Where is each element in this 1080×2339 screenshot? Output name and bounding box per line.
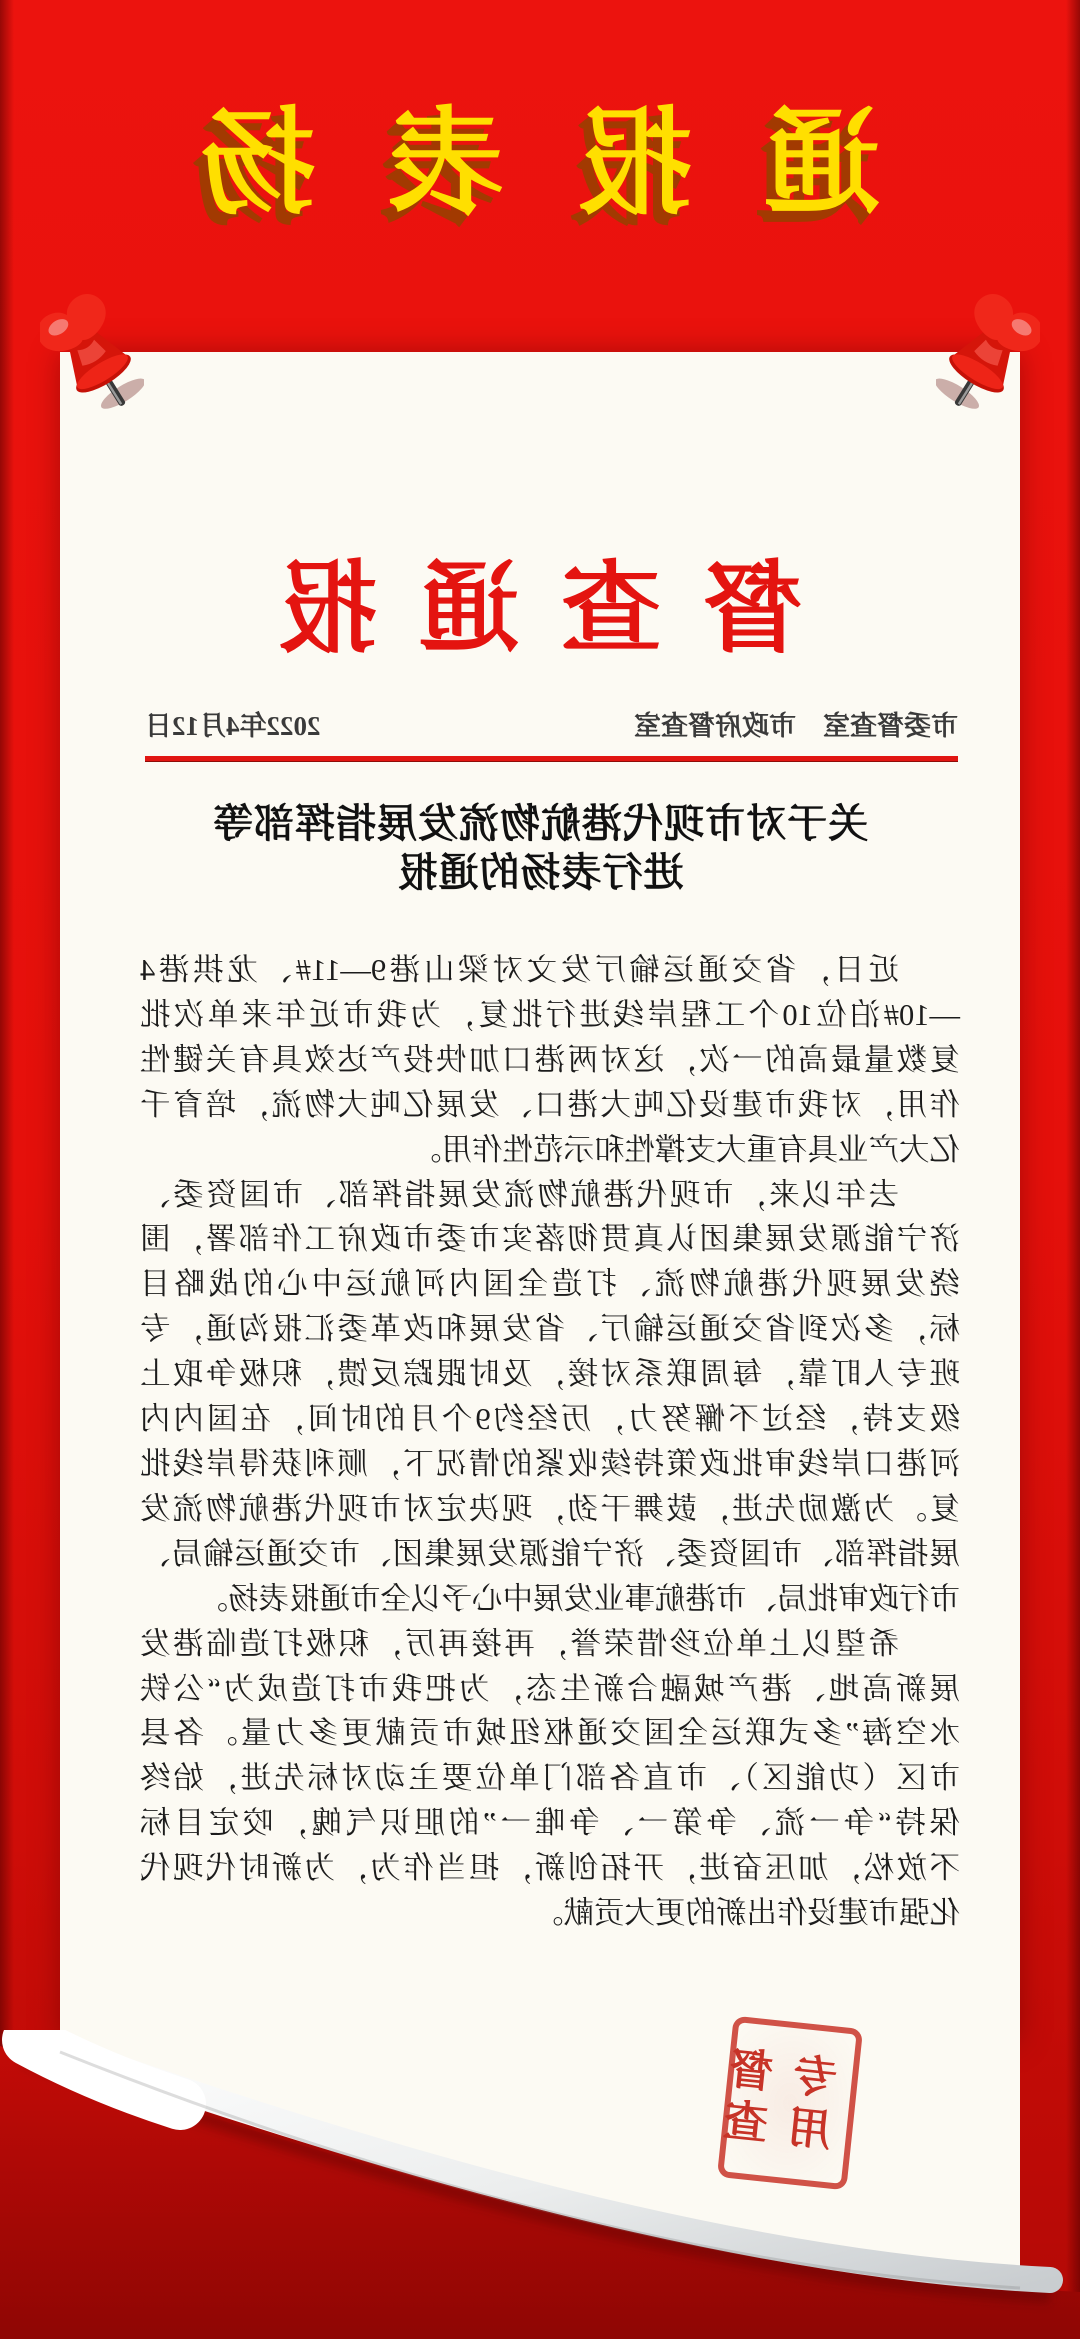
- body-line: 班专人盯靠，每周联系对接，及时跟踪反馈，积极争取上: [140, 1357, 960, 1392]
- body-line: 标，多次到省交通运输厅、省发展和改革委汇报沟通，专: [140, 1312, 960, 1347]
- notice-heading: [60, 800, 1020, 898]
- red-seal-stamp: [717, 2016, 863, 2191]
- seal-column-right: 督查: [722, 2044, 783, 2154]
- body-line: 复。为激励先进，鼓舞干劲，现决定对市现代港航物流发: [140, 1491, 960, 1526]
- body-line: 希望以上单位珍惜荣誉，再接再厉，积极打造临港发: [140, 1626, 899, 1661]
- pushpin-icon: [40, 294, 144, 422]
- body-line: 展新高地、港产城融合新生态，为把我市打造成为“公铁: [140, 1671, 960, 1706]
- page-curl: [0, 2030, 1080, 2339]
- body-line: 级支持，经过不懈努力，历经约9个月的时间，在国内内: [140, 1402, 960, 1437]
- document-title: 督查通报: [235, 554, 803, 665]
- body-line: 济宁能源发展集团认真贯彻落实市委市政府工作部署，围: [140, 1222, 960, 1257]
- body-line: 近日，省交通运输厅发文对梁山港9—11#、龙拱港4: [140, 953, 899, 987]
- body-line: 市行政审批局、市港航事业发展中心予以全市通报表扬。: [197, 1581, 960, 1616]
- red-rule-divider: [145, 756, 958, 762]
- dateline: [145, 704, 958, 743]
- body-line: 保持“争一流、争第一、争唯一”的胆识气魄，咬定目标: [140, 1806, 960, 1841]
- heading-line-1: 关于对市现代港航物流发展指挥部等: [212, 802, 868, 846]
- heading-line-2: 进行表扬的通报: [396, 851, 684, 895]
- body-line: 水空海”多式联运全国交通枢纽城市贡献更多力量。各县: [140, 1716, 960, 1751]
- body-line: 化强市建设作出新的更大贡献。: [533, 1896, 960, 1931]
- body-line: 绕发展现代港航物流、打造全国内河航运中心的战略目: [140, 1267, 960, 1302]
- banner-title: 通报表扬: [128, 98, 880, 228]
- body-line: 作用，对我市建设亿吨大港口、发展亿吨大物流，培育千: [140, 1087, 960, 1122]
- body-line: 不放松，加压奋进，开拓创新，担当作为，为新时代现代: [140, 1851, 960, 1886]
- body-text: [140, 948, 960, 1936]
- notice-paper: [60, 352, 1020, 2042]
- pushpin-icon: [936, 294, 1040, 422]
- seal-column-left: 专用: [786, 2051, 847, 2161]
- body-line: 展指挥部、市国资委、济宁能源发展集团、市交通运输局、: [140, 1536, 960, 1571]
- issuing-offices: 市委督查室 市政府督查室: [634, 711, 958, 741]
- body-line: 复数量最高的一次，这对两港口加快投产达效具有关键性: [140, 1042, 960, 1077]
- body-line: 市区（功能区）、市直各部门单位要主动对标先进，始终: [140, 1761, 960, 1796]
- body-line: —10#泊位10个工程岸线进行批复，为我市近年来单次批: [140, 997, 960, 1032]
- issue-date: 2022年4月12日: [145, 711, 321, 741]
- body-line: 河港口岸线审批政策持续收紧的情况下，顺利获得岸线批: [140, 1446, 960, 1481]
- body-line: 去年以来，市现代港航物流发展指挥部、市国资委、: [140, 1177, 899, 1212]
- body-line: 亿大产业具有重大支撑性和示范性作用。: [411, 1132, 960, 1167]
